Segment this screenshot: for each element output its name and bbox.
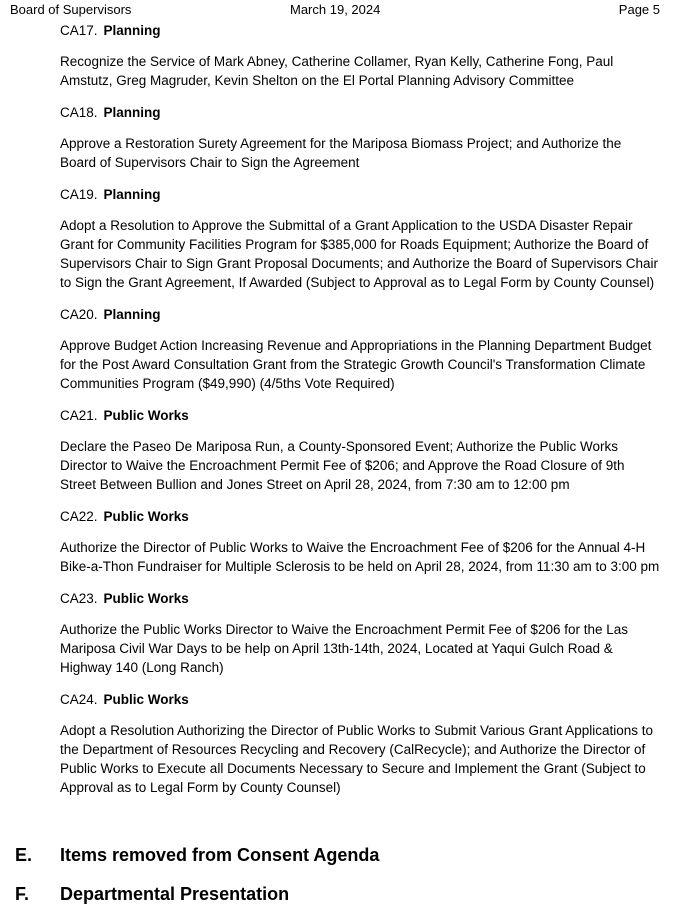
item-description: Adopt a Resolution to Approve the Submittal of a Grant Application to the USDA Disaster Repair Grant for Community Facilities Program for $385,000 for Roads Equipment; Authorize the Board of Supervisors Chair to Sign Grant Proposal Documents; and Authorize the Board of Supervisors Chair to Sign the Grant Agreement, If Awarded (Subject to Approval as to Legal Form by County Counsel) <box>60 218 659 290</box>
item-department: Planning <box>103 23 161 38</box>
item-department: Public Works <box>103 509 189 524</box>
item-department: Planning <box>103 307 161 322</box>
item-description: Declare the Paseo De Mariposa Run, a County-Sponsored Event; Authorize the Public Works Director to Waive the Encroachment Permit Fee of $206; and Approve the Road Closure of 9th Street Between Bullion and Jones Street on April 28, 2024, from 7:30 am to 12:00 pm <box>60 439 625 492</box>
page-header <box>10 2 660 20</box>
item-number: CA19. <box>60 187 98 202</box>
item-number: CA24. <box>60 692 98 707</box>
item-heading <box>60 691 660 709</box>
item-description: Approve Budget Action Increasing Revenue and Appropriations in the Planning Department Budget for the Post Award Consultation Grant from the Strategic Growth Council's Transformation Climate Communities Program ($49,990) (4/5ths Vote Required) <box>60 338 652 391</box>
item-heading <box>60 508 660 526</box>
item-heading <box>60 306 660 324</box>
section-letter: F. <box>15 884 30 904</box>
item-description: Recognize the Service of Mark Abney, Catherine Collamer, Ryan Kelly, Catherine Fong, Paul Amstutz, Greg Magruder, Kevin Shelton on the El Portal Planning Advisory Committee <box>60 54 614 88</box>
consent-items <box>60 22 660 811</box>
agenda-item-ca18 <box>60 104 660 172</box>
agenda-item-ca17 <box>60 22 660 90</box>
item-number: CA17. <box>60 23 98 38</box>
item-department: Public Works <box>103 692 189 707</box>
item-heading <box>60 186 660 204</box>
item-department: Planning <box>103 105 161 120</box>
agenda-item-ca19 <box>60 186 660 292</box>
section-letter: E. <box>15 845 33 865</box>
item-heading <box>60 590 660 608</box>
agenda-item-ca20 <box>60 306 660 393</box>
agenda-item-ca21 <box>60 407 660 494</box>
agenda-item-ca24 <box>60 691 660 797</box>
header-body-name: Board of Supervisors <box>10 2 132 17</box>
item-number: CA22. <box>60 509 98 524</box>
item-number: CA21. <box>60 408 98 423</box>
item-department: Public Works <box>103 408 189 423</box>
item-description: Authorize the Public Works Director to Waive the Encroachment Permit Fee of $206 for the Las Mariposa Civil War Days to be help on April 13th-14th, 2024, Located at Yaqui Gulch Road & Highway 140 (Long Ranch) <box>60 622 629 675</box>
item-description: Authorize the Director of Public Works to Waive the Encroachment Fee of $206 for the Annual 4-H Bike-a-Thon Fundraiser for Multiple Sclerosis to be held on April 28, 2024, from 11:30 am to 3:00 pm <box>60 540 660 574</box>
item-heading <box>60 22 660 40</box>
item-heading <box>60 407 660 425</box>
item-description: Adopt a Resolution Authorizing the Director of Public Works to Submit Various Grant Applications to the Department of Resources Recycling and Recovery (CalRecycle); and Authorize the Director of Public Works to Execute all Documents Necessary to Secure and Implement the Grant (Subject to Approval as to Legal Form by County Counsel) <box>60 723 654 795</box>
item-number: CA23. <box>60 591 98 606</box>
item-number: CA20. <box>60 307 98 322</box>
item-description: Approve a Restoration Surety Agreement for the Mariposa Biomass Project; and Authorize the Board of Supervisors Chair to Sign the Agreement <box>60 136 622 170</box>
agenda-item-ca22 <box>60 508 660 576</box>
section-title: Departmental Presentation <box>60 884 290 904</box>
header-date: March 19, 2024 <box>290 2 381 17</box>
header-page-number: Page 5 <box>618 2 660 17</box>
agenda-item-ca23 <box>60 590 660 677</box>
item-number: CA18. <box>60 105 98 120</box>
item-department: Planning <box>103 187 161 202</box>
section-title: Items removed from Consent Agenda <box>60 845 380 865</box>
item-department: Public Works <box>103 591 189 606</box>
item-heading <box>60 104 660 122</box>
